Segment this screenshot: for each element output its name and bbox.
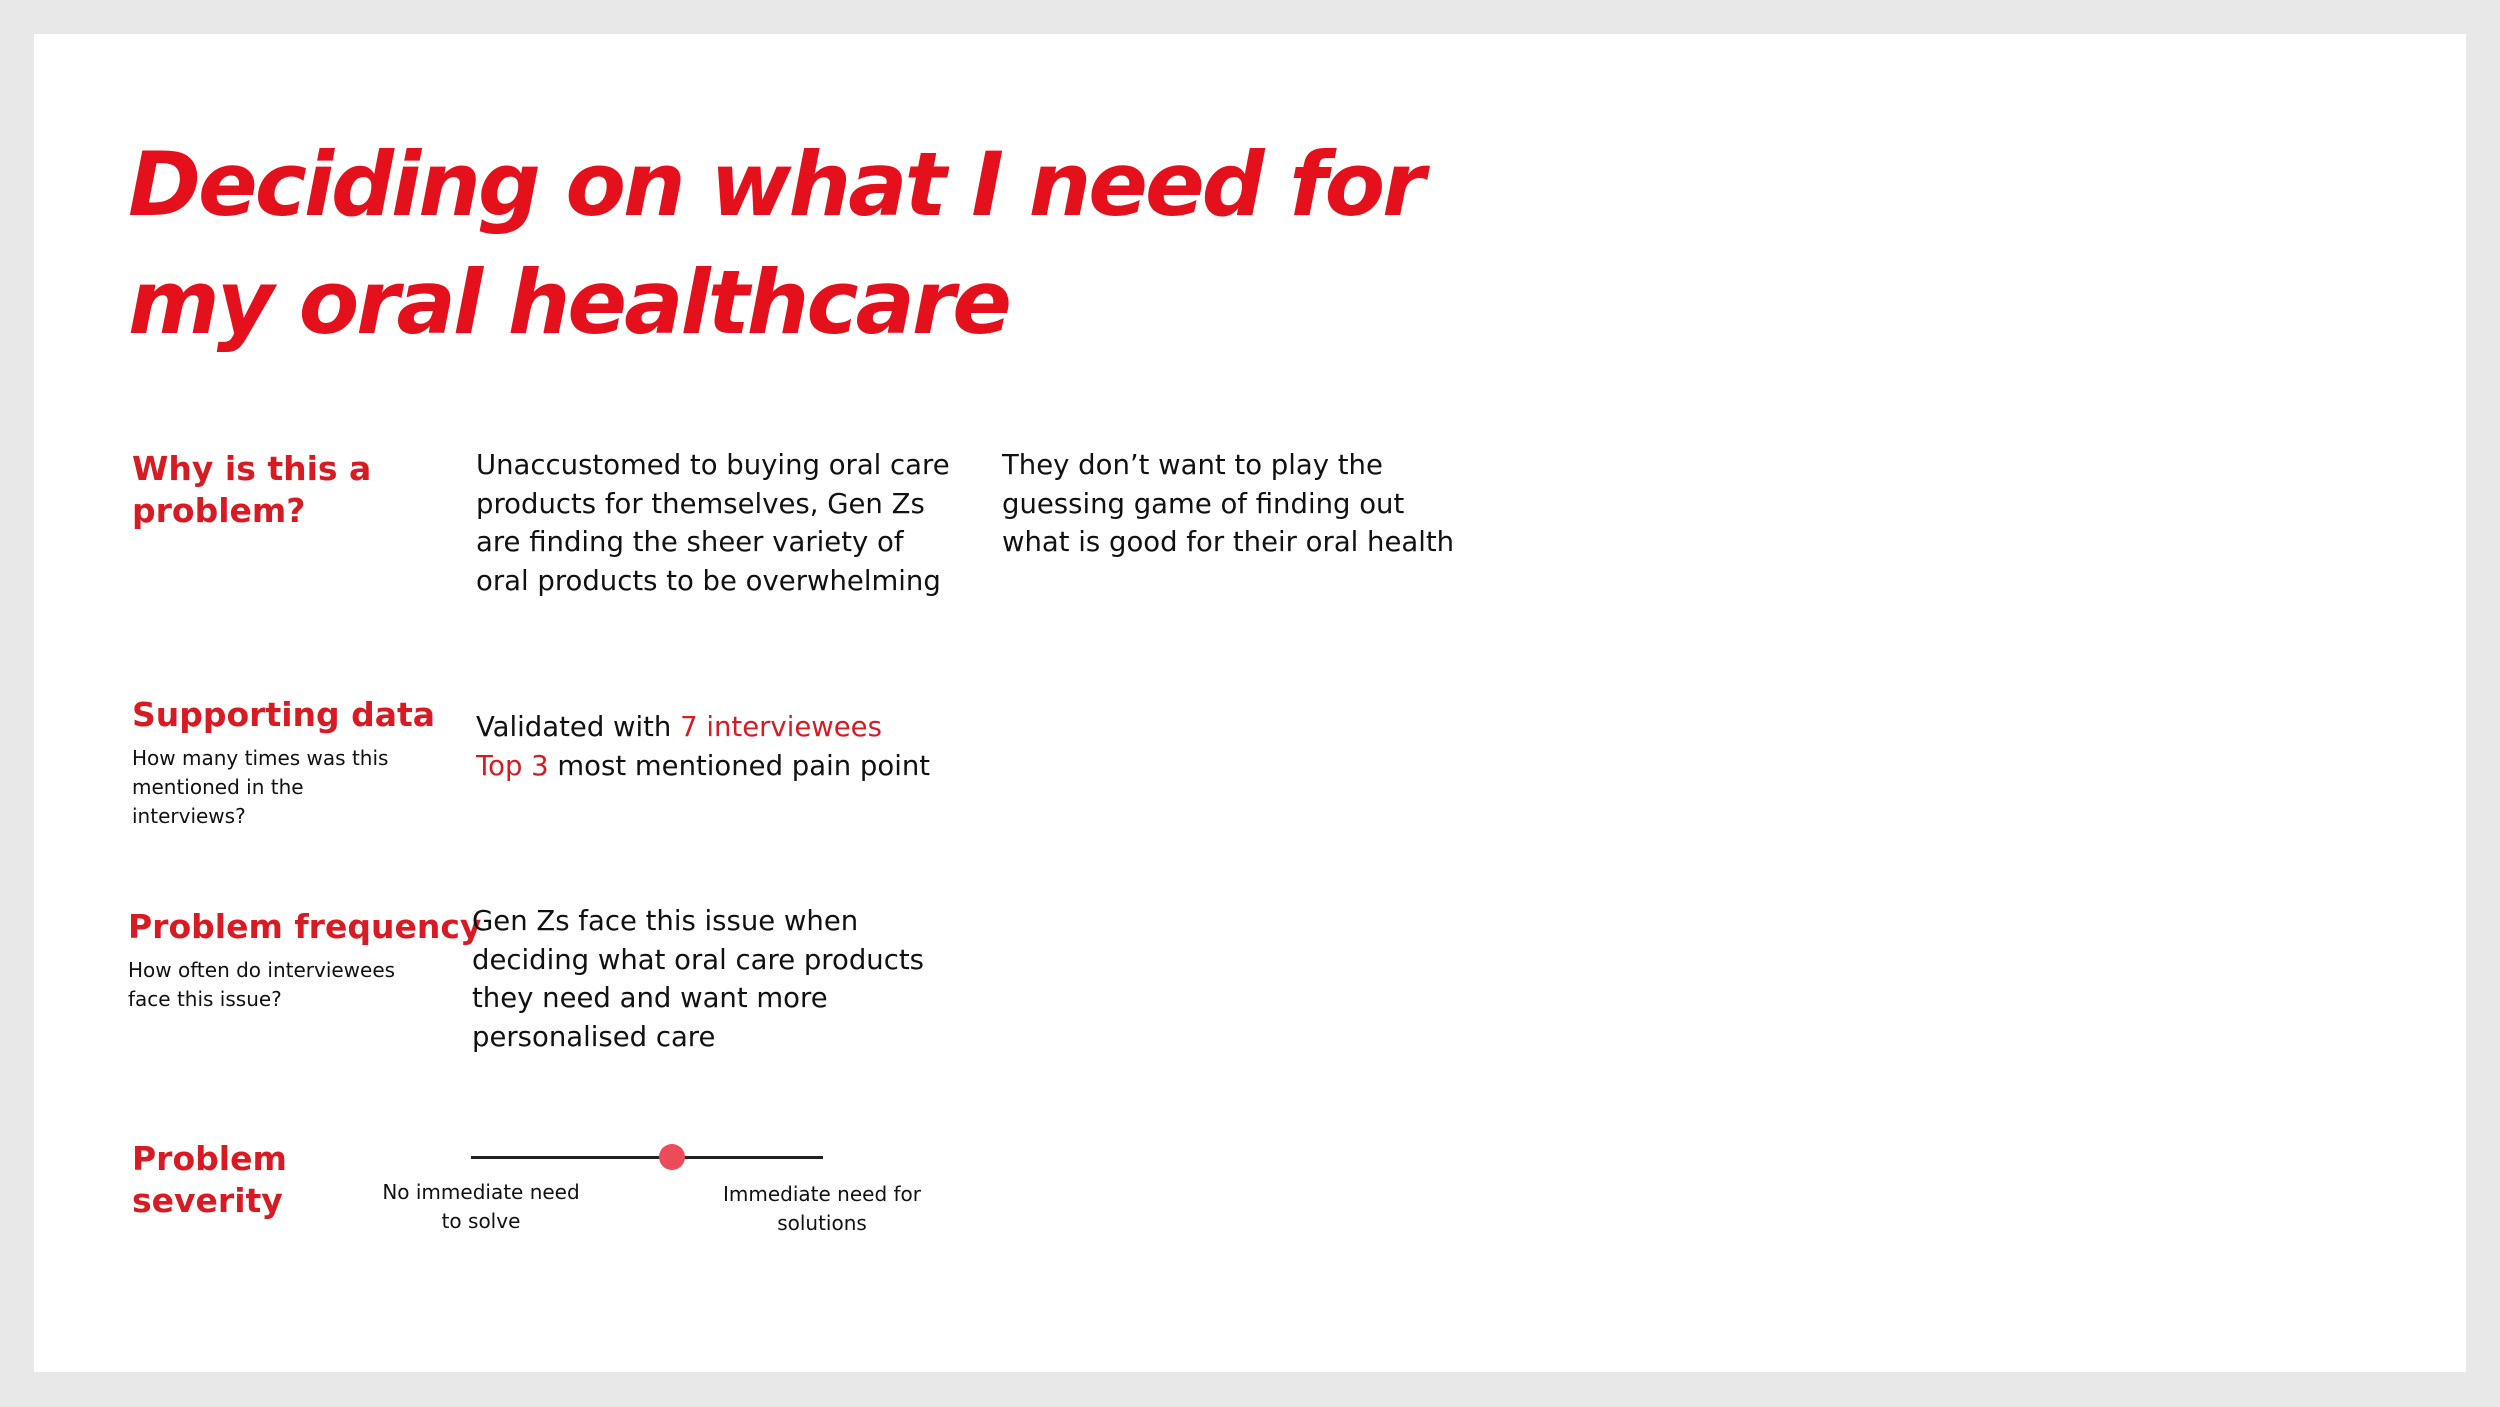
frequency-body-line: deciding what oral care products	[472, 943, 924, 976]
severity-low-label	[366, 1178, 596, 1236]
supporting-data-sublabel-line: interviews?	[132, 804, 246, 828]
severity-label	[132, 1138, 287, 1222]
frequency-sublabel	[128, 956, 395, 1014]
problem-label-line-2: problem?	[132, 491, 306, 530]
title-line-2: my oral healthcare	[128, 251, 1009, 354]
supporting-data-sublabel	[132, 744, 388, 831]
problem-description-line: oral products to be overwhelming	[476, 564, 941, 597]
severity-label-line-1: Problem	[132, 1139, 287, 1178]
frequency-body-line: they need and want more	[472, 982, 828, 1014]
problem-insight-line: what is good for their oral health	[1002, 526, 1455, 558]
problem-insight-line: They don’t want to play the	[1002, 449, 1383, 481]
problem-description	[476, 446, 950, 600]
frequency-body-line: Gen Zs face this issue when	[472, 905, 859, 937]
frequency-sublabel-line: face this issue?	[128, 987, 282, 1011]
problem-insight-line: guessing game of finding out	[1002, 487, 1405, 520]
title-line-1: Deciding on what I need for	[128, 133, 1423, 236]
problem-insight	[1002, 446, 1454, 562]
severity-high-label	[707, 1180, 937, 1238]
supporting-data-label: Supporting data	[132, 695, 436, 734]
severity-high-label-line: solutions	[777, 1211, 867, 1235]
severity-label-line-2: severity	[132, 1181, 283, 1220]
severity-scale-marker	[659, 1144, 685, 1170]
rank-suffix: most mentioned pain point	[548, 749, 931, 782]
problem-description-line: Unaccustomed to buying oral care	[476, 449, 950, 481]
rank-highlight: Top 3	[476, 749, 549, 782]
frequency-label: Problem frequency	[128, 907, 482, 946]
frequency-body-line: personalised care	[472, 1020, 716, 1053]
severity-high-label-line: Immediate need for	[722, 1182, 922, 1206]
supporting-data-line-2	[476, 747, 930, 786]
severity-low-label-line: to solve	[441, 1209, 521, 1233]
interviewee-count: 7 interviewees	[680, 711, 882, 743]
frequency-body	[472, 902, 924, 1056]
problem-label-line-1: Why is this a	[132, 449, 372, 488]
validated-prefix: Validated with	[476, 711, 681, 743]
problem-description-line: are finding the sheer variety of	[476, 526, 904, 558]
supporting-data-line-1	[476, 708, 930, 747]
supporting-data-sublabel-line: How many times was this	[132, 746, 389, 770]
slide	[34, 34, 2466, 1372]
severity-scale-track	[471, 1156, 823, 1159]
supporting-data-sublabel-line: mentioned in the	[132, 775, 304, 799]
page-title	[128, 126, 1528, 362]
severity-low-label-line: No immediate need	[382, 1180, 580, 1204]
problem-description-line: products for themselves, Gen Zs	[476, 487, 925, 520]
supporting-data-body	[476, 708, 930, 785]
frequency-sublabel-line: How often do interviewees	[128, 958, 396, 982]
problem-label	[132, 448, 371, 532]
